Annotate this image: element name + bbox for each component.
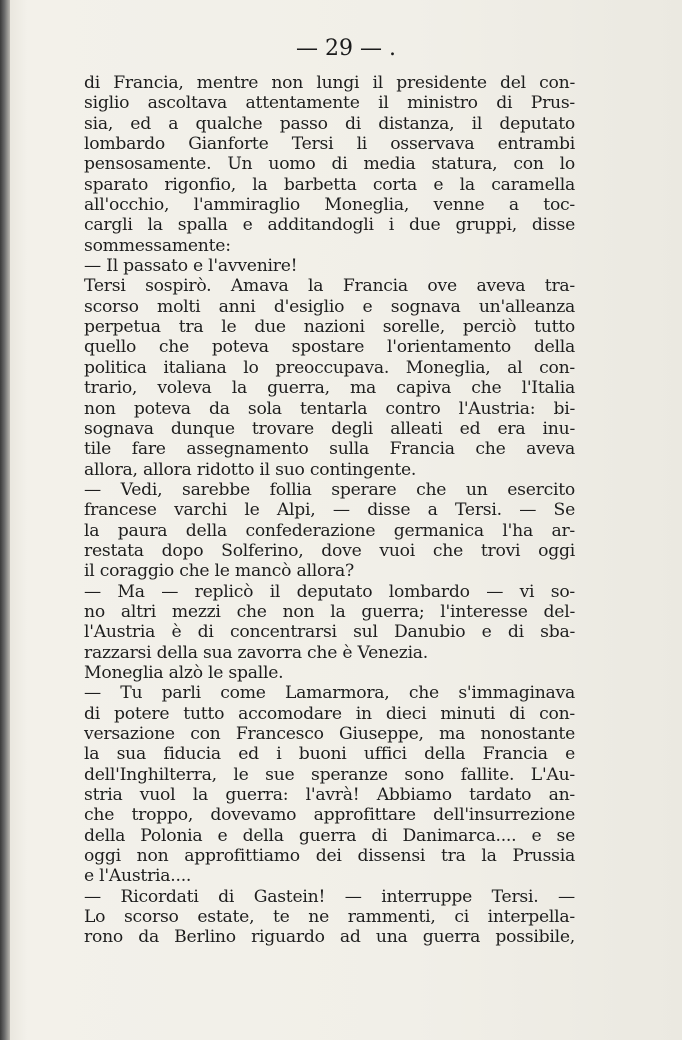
- book-spine-shadow: [0, 0, 10, 1040]
- text-line: stria vuol la guerra: l'avrà! Abbiamo tardato an-: [84, 785, 575, 806]
- text-line: politica italiana lo preoccupava. Moneglia, al con-: [84, 357, 575, 378]
- text-line: pensosamente. Un uomo di media statura, con lo: [84, 154, 575, 175]
- text-line: — Ma — replicò il deputato lombardo — vi so-: [84, 581, 575, 602]
- text-line: di potere tutto accomodare in dieci minuti di con-: [84, 703, 575, 724]
- text-line: non poteva da sola tentarla contro l'Austria: bi-: [84, 398, 575, 419]
- text-line: della Polonia e della guerra di Danimarca.... e se: [84, 825, 575, 846]
- text-line: — Ricordati di Gastein! — interruppe Tersi. —: [84, 886, 575, 907]
- text-line: perpetua tra le due nazioni sorelle, perciò tutto: [84, 317, 575, 338]
- text-line: no altri mezzi che non la guerra; l'interesse del-: [84, 601, 575, 622]
- text-line: Lo scorso estate, te ne rammenti, ci interpella-: [84, 907, 575, 928]
- text-line: tile fare assegnamento sulla Francia che aveva: [84, 439, 575, 460]
- text-line: allora, allora ridotto il suo contingente.: [84, 459, 417, 480]
- text-line: scorso molti anni d'esiglio e sognava un'alleanza: [84, 296, 575, 317]
- text-line: all'occhio, l'ammiraglio Moneglia, venne a toc-: [84, 195, 575, 216]
- text-line: quello che poteva spostare l'orientamento della: [84, 337, 575, 358]
- text-line: siglio ascoltava attentamente il ministro di Prus-: [84, 93, 575, 114]
- text-line: cargli la spalla e additandogli i due gruppi, disse: [84, 215, 575, 236]
- text-line: versazione con Francesco Giuseppe, ma nonostante: [84, 724, 575, 744]
- text-line: restata dopo Solferino, dove vuoi che trovi oggi: [84, 540, 575, 561]
- text-line: di Francia, mentre non lungi il presidente del con-: [84, 73, 575, 93]
- text-line: razzarsi della sua zavorra che è Venezia.: [84, 642, 429, 663]
- text-line: l'Austria è di concentrarsi sul Danubio e di sba-: [84, 622, 575, 643]
- page-number: — 29 — .: [296, 36, 396, 61]
- text-line: sparato rigonfio, la barbetta corta e la caramella: [84, 174, 575, 195]
- text-line: sia, ed a qualche passo di distanza, il deputato: [84, 113, 575, 134]
- text-line: rono da Berlino riguardo ad una guerra possibile,: [84, 927, 575, 948]
- text-line: dell'Inghilterra, le sue speranze sono fallite. L'Au-: [84, 764, 575, 785]
- body-text: [84, 73, 575, 948]
- text-line: Tersi sospirò. Amava la Francia ove aveva tra-: [84, 276, 575, 297]
- text-line: sommessamente:: [84, 235, 231, 256]
- text-line: sognava dunque trovare degli alleati ed era inu-: [84, 418, 575, 439]
- text-line: la paura della confederazione germanica l'ha ar-: [84, 520, 575, 541]
- text-line: il coraggio che le mancò allora?: [84, 561, 354, 582]
- text-line: lombardo Gianforte Tersi li osservava entrambi: [84, 134, 575, 155]
- text-line: e l'Austria....: [84, 866, 192, 887]
- text-line: oggi non approfittiamo dei dissensi tra la Prussia: [84, 846, 575, 867]
- text-line: — Tu parli come Lamarmora, che s'immaginava: [84, 683, 575, 704]
- text-line: la sua fiducia ed i buoni uffici della Francia e: [84, 744, 575, 765]
- text-line: — Vedi, sarebbe follia sperare che un esercito: [84, 479, 575, 500]
- text-line: — Il passato e l'avvenire!: [84, 256, 298, 277]
- text-line: francese varchi le Alpi, — disse a Tersi. — Se: [84, 500, 575, 521]
- text-line: Moneglia alzò le spalle.: [84, 662, 284, 683]
- text-line: che troppo, dovevamo approfittare dell'insurrezione: [84, 805, 575, 826]
- text-line: trario, voleva la guerra, ma capiva che l'Italia: [84, 378, 575, 399]
